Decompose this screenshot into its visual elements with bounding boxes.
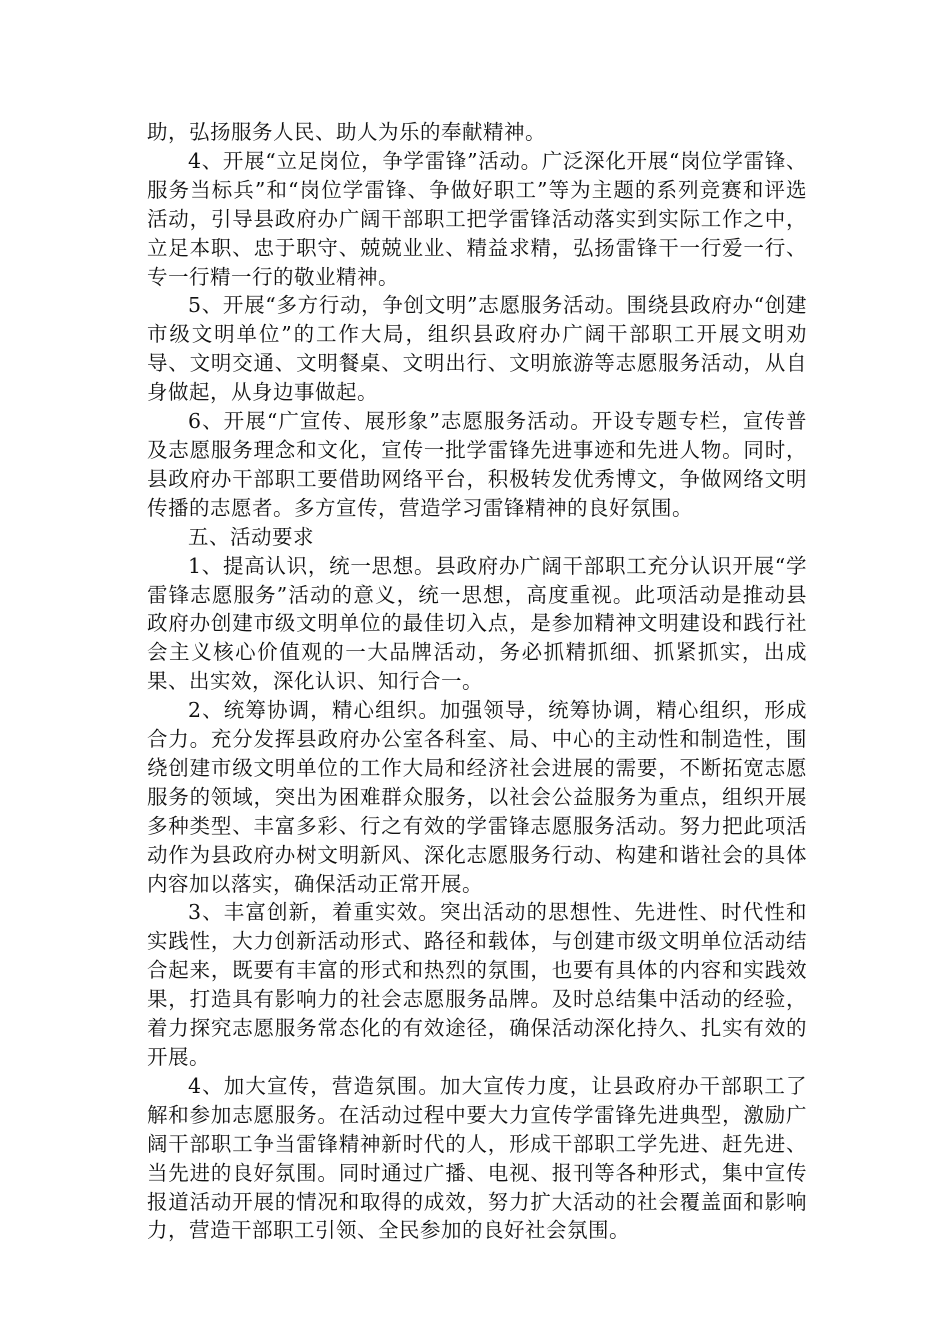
paragraph-requirement-2: 2、统筹协调，精心组织。加强领导，统筹协调，精心组织，形成合力。充分发挥县政府办公室各科室、局、中心的主动性和制造性，围绕创建市级文明单位的工作大局和经济社会进展的需要，不断拓宽志愿服务的领域，突出为困难群众服务，以社会公益服务为重点，组织开展多种类型、丰富多彩、行之有效的学雷锋志愿服务活动。努力把此项活动作为县政府办树文明新风、深化志愿服务行动、构建和谐社会的具体内容加以落实，确保活动正常开展。 xyxy=(147,698,807,896)
document-body xyxy=(147,118,807,1245)
paragraph-requirement-3: 3、丰富创新，着重实效。突出活动的思想性、先进性、时代性和实践性，大力创新活动形式、路径和载体，与创建市级文明单位活动结合起来，既要有丰富的形式和热烈的氛围，也要有具体的内容和实践效果，打造具有影响力的社会志愿服务品牌。及时总结集中活动的经验，着力探究志愿服务常态化的有效途径，确保活动深化持久、扎实有效的开展。 xyxy=(147,900,807,1069)
paragraph-continuation: 助，弘扬服务人民、助人为乐的奉献精神。 xyxy=(147,120,546,144)
section-heading-requirements: 五、活动要求 xyxy=(188,524,314,549)
paragraph-item-4-post-learning: 4、开展“立足岗位，争学雷锋”活动。广泛深化开展“岗位学雷锋、服务当标兵”和“岗位学雷锋、争做好职工”等为主题的系列竞赛和评选活动，引导县政府办广阔干部职工把学雷锋活动落实到实际工作之中，立足本职、忠于职守、兢兢业业、精益求精，弘扬雷锋干一行爱一行、专一行精一行的敬业精神。 xyxy=(147,148,807,289)
paragraph-requirement-1: 1、提高认识，统一思想。县政府办广阔干部职工充分认识开展“学雷锋志愿服务”活动的意义，统一思想，高度重视。此项活动是推动县政府办创建市级文明单位的最佳切入点，是参加精神文明建设和践行社会主义核心价值观的一大品牌活动，务必抓精抓细、抓紧抓实，出成果、出实效，深化认识、知行合一。 xyxy=(147,553,807,694)
paragraph-requirement-4: 4、加大宣传，营造氛围。加大宣传力度，让县政府办干部职工了解和参加志愿服务。在活动过程中要大力宣传学雷锋先进典型，激励广阔干部职工争当雷锋精神新时代的人，形成干部职工学先进、赶先进、当先进的良好氛围。同时通过广播、电视、报刊等各种形式，集中宣传报道活动开展的情况和取得的成效，努力扩大活动的社会覆盖面和影响力，营造干部职工引领、全民参加的良好社会氛围。 xyxy=(147,1073,807,1243)
paragraph-item-5-civilization-action: 5、开展“多方行动，争创文明”志愿服务活动。围绕县政府办“创建市级文明单位”的工作大局，组织县政府办广阔干部职工开展文明劝导、文明交通、文明餐桌、文明出行、文明旅游等志愿服务活动，从自身做起，从身边事做起。 xyxy=(147,293,807,405)
paragraph-item-6-publicity: 6、开展“广宣传、展形象”志愿服务活动。开设专题专栏，宣传普及志愿服务理念和文化，宣传一批学雷锋先进事迹和先进人物。同时，县政府办干部职工要借助网络平台，积极转发优秀博文，争做网络文明传播的志愿者。多方宣传，营造学习雷锋精神的良好氛围。 xyxy=(147,409,807,520)
